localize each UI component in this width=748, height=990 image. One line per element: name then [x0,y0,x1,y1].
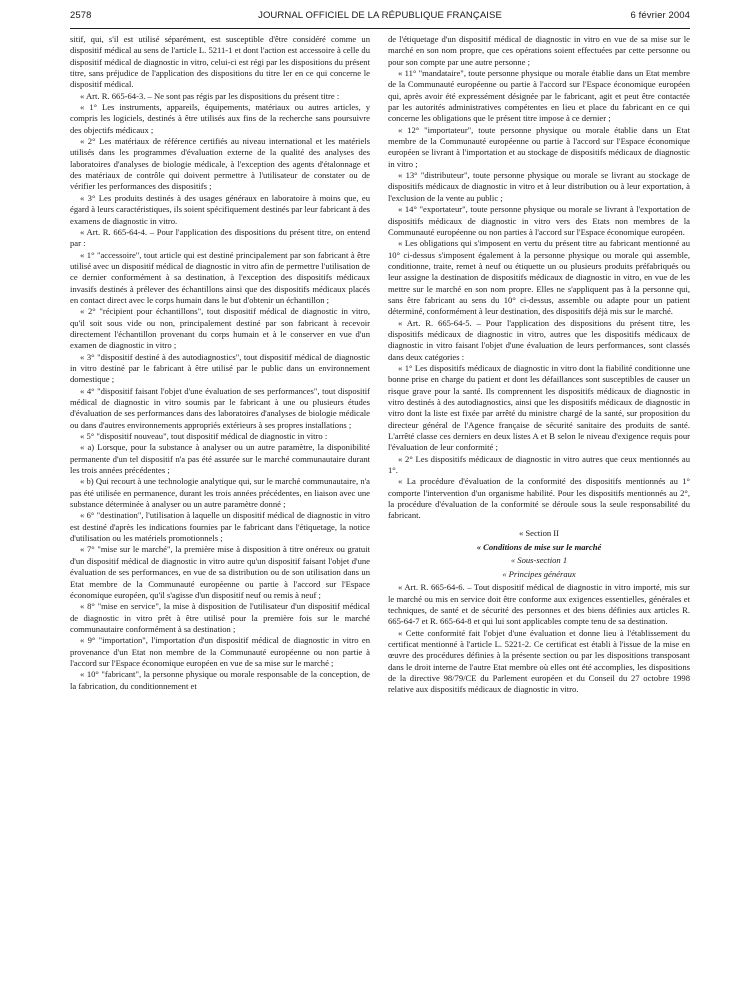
paragraph: « 8° "mise en service", la mise à disposition de l'utilisateur d'un dispositif médical de diagnostic in vitro prêt à être utilisé pour la première fois sur le marché communautaire conformément à sa destination ; [70,601,370,634]
paragraph: « 2° Les matériaux de référence certifiés au niveau international et les matériels utilisés dans les programmes d'évaluation externe de la qualité des analyses des laboratoires d'analyses de biologie médicale, à l'exception des agents d'étalonnage et des matériaux de contrôle qui doivent permettre à l'utilisateur de constater ou de vérifier les performances des dispositifs ; [70,136,370,192]
paragraph: « 1° Les dispositifs médicaux de diagnostic in vitro dont la fiabilité conditionne une bonne prise en charge du patient et dont les défaillances sont susceptibles de causer un risque grave pour la santé. Ils comprennent les dispositifs médicaux de diagnostic in vitro destinés à des autodiagnostics, ainsi que les dispositifs médicaux de diagnostic in vitro dont la liste est fixée par arrêté du ministre chargé de la santé, sur proposition du directeur général de l'Agence française de sécurité sanitaire des produits de santé. L'arrêté classe ces derniers en deux listes A et B selon le niveau d'exigence requis pour l'évaluation de leur conformité ; [388,362,690,453]
left-column [70,34,370,964]
paragraph: « 7° "mise sur le marché", la première mise à disposition à titre onéreux ou gratuit d'un dispositif médical de diagnostic in vitro autre qu'un dispositif faisant l'objet d'une évaluation de ses performances, en vue de sa distribution ou de son utilisation dans un Etat membre de la Communauté européenne ou partie à l'accord sur l'Espace économique européen, qu'il s'agisse d'un dispositif neuf ou remis à neuf ; [70,544,370,600]
paragraph: « Art. R. 665-64-4. – Pour l'application des dispositions du présent titre, on entend par : [70,226,370,249]
paragraph: « 3° Les produits destinés à des usages généraux en laboratoire à moins que, eu égard à leurs caractéristiques, ils soient spécifiquement destinés par leur fabricant à des examens de diagnostic in vitro. [70,192,370,226]
paragraph: « a) Lorsque, pour la substance à analyser ou un autre paramètre, la disponibilité permanente d'un tel dispositif n'a pas été assurée sur le marché communautaire durant les trois années précédentes ; [70,442,370,476]
paragraph: de l'étiquetage d'un dispositif médical de diagnostic in vitro en vue de sa mise sur le marché en son nom propre, que ces opérations soient effectuées par cette personne ou pour son compte par une autre personne ; [388,34,690,67]
paragraph: « 11° "mandataire", toute personne physique ou morale établie dans un Etat membre de la Communauté européenne ou partie à l'accord sur l'Espace économique européen qui, après avoir été expressément désignée par le fabricant, agit et peut être contactée par les autorités administratives compétentes en lieu et place du fabricant en ce qui concerne les obligations que le présent titre impose à ce dernier ; [388,68,690,124]
journal-title: JOURNAL OFFICIEL DE LA RÉPUBLIQUE FRANÇAISE [258,10,502,21]
paragraph: « 1° Les instruments, appareils, équipements, matériaux ou autres articles, y compris les logiciels, destinés à être utilisés aux fins de la recherche sans poursuivre des objectifs médicaux ; [70,102,370,135]
paragraph: « b) Qui recourt à une technologie analytique qui, sur le marché communautaire, n'a pas été utilisée en permanence, durant les trois années précédentes, en liaison avec une substance déterminée à analyser ou un autre paramètre donné ; [70,476,370,510]
paragraph: « Art. R. 665-64-5. – Pour l'application des dispositions du présent titre, les dispositifs médicaux de diagnostic in vitro, autres que les dispositifs médicaux de diagnostic in vitro faisant l'objet d'une évaluation de leurs performances, sont classés dans deux catégories : [388,317,690,362]
paragraph: « Les obligations qui s'imposent en vertu du présent titre au fabricant mentionné au 10° ci-dessus s'imposent également à la personne physique ou morale qui assemble, conditionne, traite, remet à neuf ou étiquette un ou plusieurs produits préfabriqués ou leur assigne la destination de dispositifs médicaux de diagnostic in vitro, en vue de les mettre sur le marché en son nom propre. Elles ne s'appliquent pas à la personne qui, sans être fabricant au sens du 10° ci-dessus, assemble ou adapte pour un patient déterminé, conformément à leur destination, des dispositifs déjà mis sur le marché. [388,238,690,317]
paragraph: « 1° "accessoire", tout article qui est destiné principalement par son fabricant à être utilisé avec un dispositif médical de diagnostic in vitro afin de permettre l'utilisation de ce dernier conformément à sa destination, à l'exception des dispositifs médicaux invasifs destinés à prélever des échantillons ainsi que des dispositifs médicaux placés en contact direct avec le corps humain dans le but d'obtenir un échantillon ; [70,249,370,305]
paragraph: « Art. R. 665-64-3. – Ne sont pas régis par les dispositions du présent titre : [80,90,340,101]
paragraph: « 5° "dispositif nouveau", tout dispositif médical de diagnostic in vitro : [80,431,328,442]
page-header [70,10,690,24]
paragraph: « La procédure d'évaluation de la conformité des dispositifs mentionnés au 1° comporte l'intervention d'un organisme habilité. Pour les dispositifs mentionnés au 2°, la procédure d'évaluation de la conformité se déroule sous la seule responsabilité du fabricant. [388,476,690,521]
paragraph: « 6° "destination", l'utilisation à laquelle un dispositif médical de diagnostic in vitro est destiné d'après les indications fournies par le fabricant dans l'étiquetage, la notice d'utilisation ou les matériels promotionnels ; [70,510,370,544]
paragraph: « 3° "dispositif destiné à des autodiagnostics", tout dispositif médical de diagnostic in vitro destiné par le fabricant à être utilisé par le public dans un environnement domestique ; [70,351,370,385]
subsection-title: « Principes généraux [502,568,576,579]
section-title: « Conditions de mise sur le marché [476,542,602,553]
subsection-heading: « Sous-section 1 [510,555,568,566]
paragraph: « 13° "distributeur", toute personne physique ou morale se livrant au stockage de dispositifs médicaux de diagnostic in vitro et à leur distribution ou à leur exportation, à l'exclusion de la vente au public ; [388,170,690,203]
right-column [388,34,690,964]
paragraph: « 9° "importation", l'importation d'un dispositif médical de diagnostic in vitro en provenance d'un Etat non membre de la Communauté européenne ou non partie à l'accord sur l'Espace économique européen en vue de sa mise sur le marché ; [70,635,370,668]
paragraph: « 4° "dispositif faisant l'objet d'une évaluation de ses performances", tout dispositif médical de diagnostic in vitro soumis par le fabricant à une ou plusieurs études d'évaluation de ses performances dans des laboratoires d'analyses de biologie médicale ou dans d'autres environnements appropriés extérieurs à ses propres installations ; [70,385,370,430]
paragraph: « 2° Les dispositifs médicaux de diagnostic in vitro autres que ceux mentionnés au 1°. [388,453,690,476]
paragraph: « Cette conformité fait l'objet d'une évaluation et donne lieu à l'établissement du certificat mentionné à l'article L. 5221-2. Ce certificat est établi à l'issue de la mise en œuvre des procédures définies à la présente section ou par les dispositions transposant dans le droit interne de l'autre Etat membre où elles ont été accomplies, les dispositions de la directive 98/79/CE du Parlement européen et du Conseil du 27 octobre 1998 relative aux dispositifs médicaux de diagnostic in vitro. [388,627,690,695]
paragraph: « Art. R. 665-64-6. – Tout dispositif médical de diagnostic in vitro importé, mis sur le marché ou mis en service doit être conforme aux exigences essentielles, générales et techniques, de santé et de sécurité des personnes et des biens définies aux articles R. 665-64-7 et R. 665-64-8 et qui lui sont applicables compte tenu de sa destination. [388,582,690,627]
paragraph: « 14° "exportateur", toute personne physique ou morale se livrant à l'exportation de dispositifs médicaux de diagnostic in vitro vers des Etats non membres de la Communauté européenne ou non parties à l'accord sur l'Espace économique européen. [388,204,690,237]
paragraph: « 10° "fabricant", la personne physique ou morale responsable de la conception, de la fabrication, du conditionnement et [70,669,370,691]
paragraph: « 2° "récipient pour échantillons", tout dispositif médical de diagnostic in vitro, qu'il soit sous vide ou non, principalement destiné par son fabricant à recevoir directement l'échantillon provenant du corps humain et à le conserver en vue d'un examen de diagnostic in vitro ; [70,306,370,351]
paragraph: « 12° "importateur", toute personne physique ou morale établie dans un Etat membre de la Communauté européenne ou partie à l'accord sur l'Espace économique européen se livrant à l'importation et au stockage de dispositifs médicaux de diagnostic in vitro ; [388,124,690,169]
issue-date: 6 février 2004 [630,10,690,21]
header-rule [70,28,690,29]
section-heading: « Section II [518,527,560,538]
paragraph: sitif, qui, s'il est utilisé séparément, est susceptible d'être considéré comme un dispositif médical au sens de l'article L. 5211-1 et dont l'action est accessoire à celle du dispositif médical de diagnostic in vitro, celui-ci est régi par les dispositions du présent titre, sans préjudice de l'application des dispositions du titre Ier en ce qui concerne le dispositif médical. [70,34,370,90]
page-number: 2578 [70,10,92,21]
